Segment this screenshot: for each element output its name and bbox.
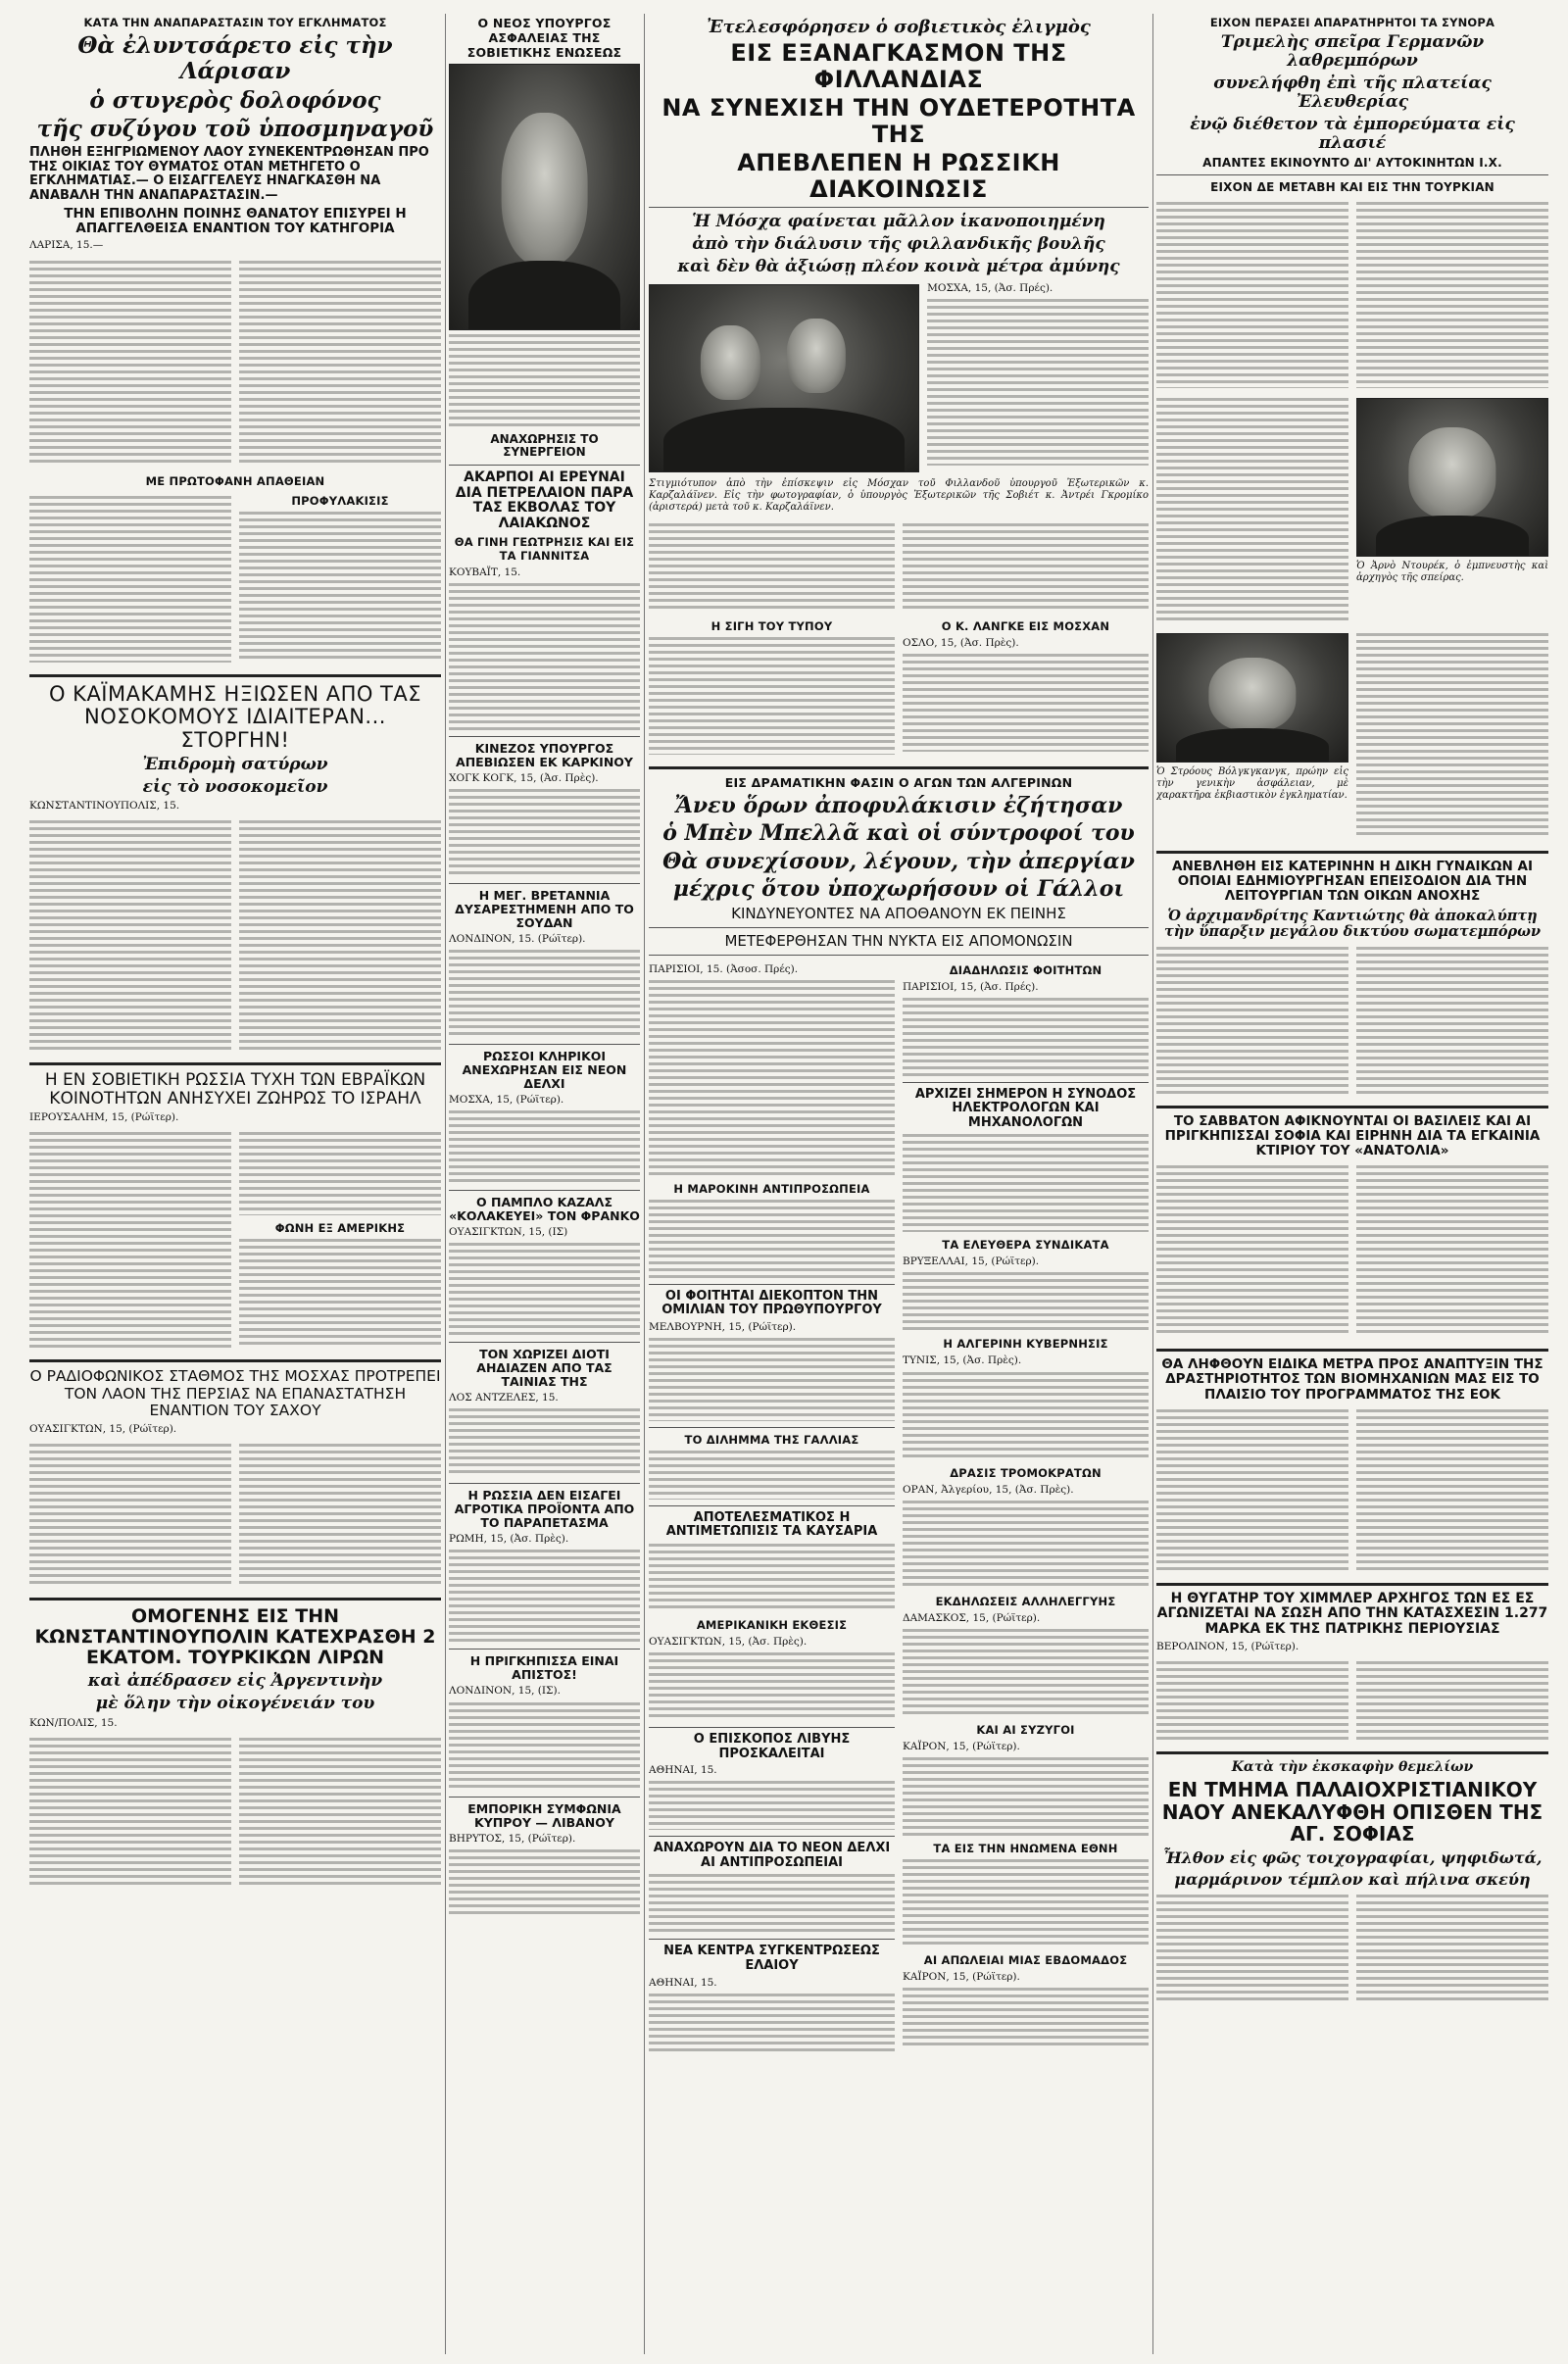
dateline: ΤΥΝΙΣ, 15, (Ἀσ. Πρὲς). bbox=[903, 1354, 1022, 1367]
headline: ΡΩΣΣΟΙ ΚΛΗΡΙΚΟΙ ΑΝΕΧΩΡΗΣΑΝ ΕΙΣ ΝΕΟΝ ΔΕΛΧΙ bbox=[462, 1048, 627, 1091]
dateline: ΟΥΑΣΙΓΚΤΩΝ, 15, (Ἀσ. Πρὲς). bbox=[649, 1636, 808, 1649]
column-rule bbox=[644, 14, 645, 2354]
dateline: ΛΑΡΙΣΑ, 15.— bbox=[29, 239, 104, 252]
body-text bbox=[903, 1501, 1149, 1589]
body-text bbox=[649, 1200, 895, 1278]
headline: Ο ΠΑΜΠΛΟ ΚΑΖΑΛΣ «ΚΟΛΑΚΕΥΕΙ» ΤΟΝ ΦΡΑΝΚΟ bbox=[449, 1195, 640, 1224]
body-text bbox=[449, 1110, 640, 1184]
dateline: ΑΘΗΝΑΙ, 15. bbox=[649, 1764, 717, 1777]
body-text bbox=[29, 1444, 231, 1586]
kicker: Κατὰ τὴν ἐκσκαφὴν θεμελίων bbox=[1231, 1758, 1474, 1775]
headline: ΤΟ ΣΑΒΒΑΤΟΝ ΑΦΙΚΝΟΥΝΤΑΙ ΟΙ ΒΑΣΙΛΕΙΣ ΚΑΙ ΑΙ ΠΡΙΓΚΗΠΙΣΣΑΙ ΣΟΦΙΑ ΚΑΙ ΕΙΡΗΝΗ ΔΙΑ ΤΑ ΕΓΚΑΙΝΙΑ ΚΤΙΡΙΟΥ ΤΟΥ «ΑΝΑΤΟΛΙΑ» bbox=[1164, 1112, 1541, 1159]
body-text bbox=[449, 334, 640, 427]
dateline: ΒΗΡΥΤΟΣ, 15, (Ρώϊτερ). bbox=[449, 1832, 576, 1845]
body-text bbox=[1356, 1895, 1548, 2002]
dateline: ΚΑΪΡΟΝ, 15, (Ρώϊτερ). bbox=[903, 1740, 1020, 1752]
minister-photo bbox=[449, 64, 640, 330]
headline: ΑΡΧΙΖΕΙ ΣΗΜΕΡΟΝ Η ΣΥΝΟΔΟΣ ΗΛΕΚΤΡΟΛΟΓΩΝ ΚΑΙ ΜΗΧΑΝΟΛΟΓΩΝ bbox=[914, 1086, 1137, 1130]
subheadline: ΚΙΝΔΥΝΕΥΟΝΤΕΣ ΝΑ ΑΠΟΘΑΝΟΥΝ ΕΚ ΠΕΙΝΗΣ bbox=[731, 905, 1066, 922]
body-text bbox=[239, 1738, 441, 1885]
headline: ΑΝΕΒΛΗΘΗ ΕΙΣ ΚΑΤΕΡΙΝΗΝ Η ΔΙΚΗ ΓΥΝΑΙΚΩΝ ΑΙ ΟΠΟΙΑΙ ΕΔΗΜΙΟΥΡΓΗΣΑΝ ΕΠΕΙΣΟΔΙΟΝ ΔΙΑ ΤΗΝ ΛΕΙΤΟΥΡΓΙΑΝ ΤΩΝ ΟΙΚΩΝ ΑΝΟΧΗΣ bbox=[1172, 859, 1533, 905]
section-heading: Η ΣΙΓΗ ΤΟΥ ΤΥΠΟΥ bbox=[710, 618, 833, 633]
body-text bbox=[449, 1849, 640, 1918]
headline: Ο ΕΠΙΣΚΟΠΟΣ ΛΙΒΥΗΣ ΠΡΟΣΚΑΛΕΙΤΑΙ bbox=[693, 1732, 851, 1761]
headline-line: Θὰ συνεχίσουν, λέγουν, τὴν ἀπεργίαν bbox=[662, 848, 1135, 874]
section-heading: ΚΑΙ ΑΙ ΣΥΖΥΓΟΙ bbox=[976, 1722, 1075, 1737]
dateline: ΜΟΣΧΑ, 15, (Ἀσ. Πρές). bbox=[927, 281, 1054, 294]
section-heading: ΜΕ ΠΡΩΤΟΦΑΝΗ ΑΠΑΘΕΙΑΝ bbox=[145, 473, 325, 488]
subheadline: Ἦλθον εἰς φῶς τοιχογραφίαι, ψηφιδωτά, bbox=[1162, 1847, 1543, 1867]
headline: Ο ΡΑΔΙΟΦΩΝΙΚΟΣ ΣΤΑΘΜΟΣ ΤΗΣ ΜΟΣΧΑΣ ΠΡΟΤΡΕΠΕΙ ΤΟΝ ΛΑΟΝ ΤΗΣ ΠΕΡΣΙΑΣ ΝΑ ΕΠΑΝΑΣΤΑΤΗΣΗ ΕΝΑΝΤΙΟΝ ΤΟΥ ΣΑΧΟΥ bbox=[29, 1367, 441, 1420]
dateline: ΟΡΑΝ, Ἀλγερίου, 15, (Ἀσ. Πρὲς). bbox=[903, 1483, 1074, 1496]
body-text bbox=[1156, 1409, 1348, 1571]
body-text bbox=[649, 1544, 895, 1612]
article-radio-moscow bbox=[29, 1368, 441, 1591]
section-heading: ΤΑ ΕΛΕΥΘΕΡΑ ΣΥΝΔΙΚΑΤΑ bbox=[942, 1238, 1109, 1253]
body-text bbox=[239, 1239, 441, 1347]
subheadline: Ὁ ἀρχιμανδρίτης Καντιώτης θὰ ἀποκαλύπτῃ τὴν ὕπαρξιν μεγάλου δικτύου σωματεμπόρων bbox=[1163, 907, 1542, 940]
dateline: ΟΥΑΣΙΓΚΤΩΝ, 15, (ΙΣ) bbox=[449, 1226, 568, 1239]
subheadline: μαρμάρινον τέμπλον καὶ πήλινα σκεύη bbox=[1174, 1869, 1531, 1889]
headline: Ο ΚΑΪΜΑΚΑΜΗΣ ΗΞΙΩΣΕΝ ΑΠΟ ΤΑΣ ΝΟΣΟΚΟΜΟΥΣ ΙΔΙΑΙΤΕΡΑΝ... ΣΤΟΡΓΗΝ! bbox=[48, 681, 422, 752]
subheadline: μὲ ὅλην τὴν οἰκογένειάν του bbox=[95, 1694, 375, 1714]
body-text bbox=[1156, 398, 1348, 623]
section-heading: ΠΡΟΦΥΛΑΚΙΣΙΣ bbox=[291, 493, 389, 508]
body-text bbox=[927, 299, 1149, 466]
kicker: Ἐτελεσφόρησεν ὁ σοβιετικὸς ἐλιγμὸς bbox=[707, 17, 1091, 37]
dateline: ΛΟΝΔΙΝΟΝ, 15, (ΙΣ). bbox=[449, 1685, 561, 1698]
dateline: ΜΕΛΒΟΥΡΝΗ, 15, (Ρώϊτερ). bbox=[649, 1320, 797, 1333]
headline-line: συνελήφθη ἐπὶ τῆς πλατείας Ἐλευθερίας bbox=[1213, 74, 1492, 113]
headline-line: ὁ στυγερὸς δολοφόνος bbox=[89, 86, 381, 114]
section-heading: ΔΙΑΔΗΛΩΣΙΣ ΦΟΙΤΗΤΩΝ bbox=[949, 962, 1102, 977]
subheadline: εἰς τὸ νοσοκομεῖον bbox=[142, 777, 328, 798]
dateline: ΠΑΡΙΣΙΟΙ, 15, (Ἀσ. Πρές). bbox=[903, 980, 1039, 993]
article-eok bbox=[1156, 1357, 1548, 1576]
body-text bbox=[1156, 1661, 1348, 1740]
article-algeria bbox=[649, 775, 1149, 956]
headline: ΕΜΠΟΡΙΚΗ ΣΥΜΦΩΝΙΑ ΚΥΠΡΟΥ — ΛΙΒΑΝΟΥ bbox=[467, 1800, 621, 1830]
body-text bbox=[239, 512, 441, 659]
body-text bbox=[903, 1134, 1149, 1232]
body-text bbox=[29, 496, 231, 663]
article-israel bbox=[29, 1071, 441, 1354]
dateline: ΟΥΑΣΙΓΚΤΩΝ, 15, (Ρώϊτερ). bbox=[29, 1422, 177, 1435]
subheadline: ΠΛΗΘΗ ΕΞΗΓΡΙΩΜΕΝΟΥ ΛΑΟΥ ΣΥΝΕΚΕΝΤΡΩΘΗΣΑΝ ΠΡΟ ΤΗΣ ΟΙΚΙΑΣ ΤΟΥ ΘΥΜΑΤΟΣ ΟΤΑΝ ΜΕΤΗΓΕΤΟ Ο ΕΓΚΛΗΜΑΤΙΑΣ.— Ο ΕΙΣΑΓΓΕΛΕΥΣ ΗΝΑΓΚΑΣΘΗ ΝΑ ΑΝΑΒΑΛΗ ΤΗΝ ΑΝΑΠΑΡΑΣΤΑΣΙΝ.— bbox=[29, 145, 429, 203]
section-heading: ΤΟ ΔΙΛΗΜΜΑ ΤΗΣ ΓΑΛΛΙΑΣ bbox=[684, 1432, 859, 1447]
body-text bbox=[1356, 1409, 1548, 1571]
column-2 bbox=[449, 14, 640, 2354]
body-text bbox=[29, 820, 231, 1051]
strous-photo bbox=[1156, 633, 1348, 763]
body-text bbox=[649, 1781, 895, 1830]
article-larisa bbox=[29, 16, 441, 668]
dateline: ΛΟΝΔΙΝΟΝ, 15. (Ρώϊτερ). bbox=[449, 932, 586, 945]
dateline: ΚΟΥΒΑΪΤ, 15. bbox=[449, 566, 521, 578]
photo-kicker: Ο ΝΕΟΣ ΥΠΟΥΡΓΟΣ ΑΣΦΑΛΕΙΑΣ ΤΗΣ ΣΟΒΙΕΤΙΚΗΣ ΕΝΩΣΕΩΣ bbox=[466, 16, 622, 60]
body-text bbox=[649, 1874, 895, 1933]
body-text bbox=[239, 1132, 441, 1215]
headline: ΑΝΑΧΩΡΟΥΝ ΔΙΑ ΤΟ ΝΕΟΝ ΔΕΛΧΙ ΑΙ ΑΝΤΙΠΡΟΣΩΠΕΙΑΙ bbox=[653, 1841, 891, 1870]
body-text bbox=[903, 1629, 1149, 1717]
section-heading: Η ΜΑΡΟΚΙΝΗ ΑΝΤΙΠΡΟΣΩΠΕΙΑ bbox=[673, 1181, 870, 1196]
subheadline: Ἐπιδρομὴ σατύρων bbox=[142, 755, 328, 775]
photo-caption: Στιγμιότυπον ἀπὸ τὴν ἐπίσκεψιν εἰς Μόσχαν τοῦ Φιλλανδοῦ ὑπουργοῦ Ἐξωτερικῶν κ. Καρζαλάϊνεν. Εἰς τὴν φωτογραφίαν, ὁ ὑπουργὸς Ἐξωτερικῶν τῆς Σοβιέτ κ. Ἀντρέι Γκρομίκο (ἀριστερά) μετὰ τοῦ κ. Καρζαλάϊνεν. bbox=[649, 477, 1149, 513]
subheadline: ἀπὸ τὴν διάλυσιν τῆς φιλλανδικῆς βουλῆς bbox=[692, 234, 1105, 255]
section-heading: Ο Κ. ΛΑΝΓΚΕ ΕΙΣ ΜΟΣΧΑΝ bbox=[941, 618, 1110, 633]
subheadline: καὶ ἀπέδρασεν εἰς Ἀργεντινὴν bbox=[87, 1671, 383, 1692]
photo-caption: Ὁ Στρόους Βόλγκγκανγκ, πρώην εἰς τὴν γενικὴν ἀσφάλειαν, μὲ χαρακτῆρα ἐκβιαστικὸν ἐγκληματίαν. bbox=[1156, 766, 1348, 802]
article-agia-sofia bbox=[1156, 1760, 1548, 2009]
headline: Η ΜΕΓ. ΒΡΕΤΑΝΝΙΑ ΔΥΣΑΡΕΣΤΗΜΕΝΗ ΑΠΟ ΤΟ ΣΟΥΔΑΝ bbox=[455, 887, 634, 930]
body-text bbox=[1156, 947, 1348, 1094]
column-3 bbox=[649, 14, 1149, 2354]
kicker: ΚΑΤΑ ΤΗΝ ΑΝΑΠΑΡΑΣΤΑΣΙΝ ΤΟΥ ΕΓΚΛΗΜΑΤΟΣ bbox=[83, 16, 387, 29]
body-text bbox=[1356, 1661, 1548, 1740]
headline-line: ἐνῷ διέθετον τὰ ἐμπορεύματα εἰς πλασιέ bbox=[1190, 115, 1515, 154]
body-text bbox=[449, 1408, 640, 1477]
body-text bbox=[29, 1132, 231, 1348]
body-text bbox=[449, 1702, 640, 1791]
body-text bbox=[903, 523, 1149, 612]
body-text bbox=[449, 583, 640, 730]
body-text bbox=[1356, 947, 1548, 1094]
headline-line: μέχρις ὅτου ὑποχωρήσουν οἱ Γάλλοι bbox=[672, 876, 1125, 903]
moscow-visit-photo bbox=[649, 284, 919, 472]
kicker: ΕΙΣ ΔΡΑΜΑΤΙΚΗΝ ΦΑΣΙΝ Ο ΑΓΩΝ ΤΩΝ ΑΛΓΕΡΙΝΩΝ bbox=[724, 774, 1073, 790]
section-heading: ΔΡΑΣΙΣ ΤΡΟΜΟΚΡΑΤΩΝ bbox=[950, 1465, 1102, 1480]
kicker: ΕΙΧΟΝ ΠΕΡΑΣΕΙ ΑΠΑΡΑΤΗΡΗΤΟΙ ΤΑ ΣΥΝΟΡΑ bbox=[1209, 16, 1495, 29]
column-3-lower bbox=[649, 961, 1149, 2058]
dateline: ΜΟΣΧΑ, 15, (Ρώϊτερ). bbox=[449, 1093, 564, 1106]
subheadline: ΤΗΝ ΕΠΙΒΟΛΗΝ ΠΟΙΝΗΣ ΘΑΝΑΤΟΥ ΕΠΙΣΥΡΕΙ Η ΑΠΑΓΓΕΛΘΕΙΣΑ ΕΝΑΝΤΙΟΝ ΤΟΥ ΚΑΤΗΓΟΡΙΑ bbox=[64, 206, 407, 237]
body-text bbox=[649, 637, 895, 755]
headline: ΑΠΟΤΕΛΕΣΜΑΤΙΚΟΣ Η ΑΝΤΙΜΕΤΩΠΙΣΙΣ ΤΑ ΚΑΥΣΑΡΙΑ bbox=[665, 1509, 878, 1540]
body-text bbox=[903, 1757, 1149, 1836]
subheadline: Ἡ Μόσχα φαίνεται μᾶλλον ἱκανοποιημένη bbox=[692, 212, 1105, 232]
headline: Η ΠΡΙΓΚΗΠΙΣΣΑ ΕΙΝΑΙ ΑΠΙΣΤΟΣ! bbox=[469, 1653, 619, 1683]
body-text bbox=[239, 1444, 441, 1586]
headline-line: Ἄνευ ὅρων ἀποφυλάκισιν ἐζήτησαν bbox=[674, 792, 1123, 818]
durek-photo bbox=[1356, 398, 1548, 557]
headline-line: Θὰ ἐλυντσάρετο εἰς τὴν Λάρισαν bbox=[77, 32, 393, 84]
section-heading: ΑΜΕΡΙΚΑΝΙΚΗ ΕΚΘΕΣΙΣ bbox=[696, 1618, 848, 1633]
body-text bbox=[449, 1550, 640, 1643]
subheadline: ΜΕΤΕΦΕΡΘΗΣΑΝ ΤΗΝ ΝΥΚΤΑ ΕΙΣ ΑΠΟΜΟΝΩΣΙΝ bbox=[724, 931, 1073, 950]
body-text bbox=[649, 1451, 895, 1500]
body-text bbox=[1356, 1165, 1548, 1337]
column-1 bbox=[29, 14, 441, 2354]
body-text bbox=[1356, 633, 1548, 839]
body-text bbox=[449, 1243, 640, 1336]
body-text bbox=[239, 261, 441, 467]
dateline: ΒΡΥΞΕΛΛΑΙ, 15, (Ρώϊτερ). bbox=[903, 1256, 1040, 1268]
subheadline: ΕΙΧΟΝ ΔΕ ΜΕΤΑΒΗ ΚΑΙ ΕΙΣ ΤΗΝ ΤΟΥΡΚΙΑΝ bbox=[1210, 180, 1494, 195]
dateline: ΠΑΡΙΣΙΟΙ, 15. (Ἀσοσ. Πρές). bbox=[649, 962, 799, 975]
body-text bbox=[903, 1859, 1149, 1947]
dateline: ΡΩΜΗ, 15, (Ἀσ. Πρὲς). bbox=[449, 1533, 569, 1546]
headline-line: Τριμελὴς σπεῖρα Γερμανῶν λαθρεμπόρων bbox=[1220, 32, 1485, 72]
body-text bbox=[449, 950, 640, 1038]
headline: ΤΟΝ ΧΩΡΙΖΕΙ ΔΙΟΤΙ ΑΗΔΙΑΖΕΝ ΑΠΟ ΤΑΣ ΤΑΙΝΙΑΣ ΤΗΣ bbox=[476, 1347, 612, 1390]
dateline: ΧΟΓΚ ΚΟΓΚ, 15, (Ἀσ. Πρὲς). bbox=[449, 771, 599, 784]
headline: Η ΡΩΣΣΙΑ ΔΕΝ ΕΙΣΑΓΕΙ ΑΓΡΟΤΙΚΑ ΠΡΟΪΟΝΤΑ ΑΠΟ ΤΟ ΠΑΡΑΠΕΤΑΣΜΑ bbox=[454, 1488, 635, 1531]
dateline: ΚΑΪΡΟΝ, 15, (Ρώϊτερ). bbox=[903, 1970, 1020, 1983]
headline: ΚΙΝΕΖΟΣ ΥΠΟΥΡΓΟΣ ΑΠΕΒΙΩΣΕΝ ΕΚ ΚΑΡΚΙΝΟΥ bbox=[456, 740, 633, 769]
body-text bbox=[1156, 1895, 1348, 2002]
section-heading: Η ΑΛΓΕΡΙΝΗ ΚΥΒΕΡΝΗΣΙΣ bbox=[943, 1337, 1108, 1352]
headline: ΕΝ ΤΜΗΜΑ ΠΑΛΑΙΟΧΡΙΣΤΙΑΝΙΚΟΥ ΝΑΟΥ ΑΝΕΚΑΛΥΦΘΗ ΟΠΙΣΘΕΝ ΤΗΣ ΑΓ. ΣΟΦΙΑΣ bbox=[1161, 1778, 1544, 1847]
body-text bbox=[903, 1272, 1149, 1331]
dateline: ΔΑΜΑΣΚΟΣ, 15, (Ρώϊτερ). bbox=[903, 1611, 1041, 1624]
body-text bbox=[649, 1652, 895, 1721]
headline-line: ΝΑ ΣΥΝΕΧΙΣΗ ΤΗΝ ΟΥΔΕΤΕΡΟΤΗΤΑ ΤΗΣ bbox=[662, 93, 1136, 148]
body-text bbox=[1156, 1165, 1348, 1337]
dateline: ΚΩΝ/ΠΟΛΙΣ, 15. bbox=[29, 1716, 118, 1729]
body-text bbox=[449, 789, 640, 877]
article-kaimakamis bbox=[29, 683, 441, 1058]
body-text bbox=[1156, 202, 1348, 388]
dateline: ΒΕΡΟΛΙΝΟΝ, 15, (Ρώϊτερ). bbox=[1156, 1640, 1299, 1652]
column-4 bbox=[1156, 14, 1548, 2354]
headline-line: τῆς συζύγου τοῦ ὑποσμηναγοῦ bbox=[36, 116, 434, 143]
body-text bbox=[29, 261, 231, 467]
article-omogenis bbox=[29, 1606, 441, 1891]
body-text bbox=[903, 1372, 1149, 1460]
body-text bbox=[903, 1988, 1149, 2046]
headline: ΘΑ ΛΗΦΘΟΥΝ ΕΙΔΙΚΑ ΜΕΤΡΑ ΠΡΟΣ ΑΝΑΠΤΥΞΙΝ ΤΗΣ ΔΡΑΣΤΗΡΙΟΤΗΤΟΣ ΤΩΝ ΒΙΟΜΗΧΑΝΙΩΝ ΜΑΣ ΕΙΣ ΤΟ ΠΛΑΙΣΙΟ ΤΟΥ ΠΡΟΓΡΑΜΜΑΤΟΣ ΤΗΣ ΕΟΚ bbox=[1161, 1356, 1544, 1403]
body-text bbox=[903, 654, 1149, 752]
headline: ΝΕΑ ΚΕΝΤΡΑ ΣΥΓΚΕΝΤΡΩΣΕΩΣ ΕΛΑΙΟΥ bbox=[663, 1944, 880, 1974]
headline: Η ΕΝ ΣΟΒΙΕΤΙΚΗ ΡΩΣΣΙΑ ΤΥΧΗ ΤΩΝ ΕΒΡΑΪΚΩΝ ΚΟΙΝΟΤΗΤΩΝ ΑΝΗΣΥΧΕΙ ΖΩΗΡΩΣ ΤΟ ΙΣΡΑΗΛ bbox=[44, 1070, 426, 1109]
section-heading: ΦΩΝΗ ΕΞ ΑΜΕΡΙΚΗΣ bbox=[274, 1221, 406, 1236]
section-heading: ΑΙ ΑΠΩΛΕΙΑΙ ΜΙΑΣ ΕΒΔΟΜΑΔΟΣ bbox=[923, 1952, 1128, 1967]
subheadline: καὶ δὲν θὰ ἀξιώσῃ πλέον κοινὰ μέτρα ἀμύνης bbox=[677, 257, 1120, 277]
body-text bbox=[903, 998, 1149, 1076]
column-rule bbox=[445, 14, 446, 2354]
headline: ΑΚΑΡΠΟΙ ΑΙ ΕΡΕΥΝΑΙ ΔΙΑ ΠΕΤΡΕΛΑΙΟΝ ΠΑΡΑ ΤΑΣ ΕΚΒΟΛΑΣ ΤΟΥ ΛΑΙΑΚΩΝΟΣ bbox=[455, 468, 634, 531]
headline: ΟΜΟΓΕΝΗΣ ΕΙΣ ΤΗΝ ΚΩΝΣΤΑΝΤΙΝΟΥΠΟΛΙΝ ΚΑΤΕΧΡΑΣΘΗ 2 ΕΚΑΤΟΜ. ΤΟΥΡΚΙΚΩΝ ΛΙΡΩΝ bbox=[34, 1604, 436, 1669]
headline: Η ΘΥΓΑΤΗΡ ΤΟΥ ΧΙΜΜΛΕΡ ΑΡΧΗΓΟΣ ΤΩΝ ΕΣ ΕΣ ΑΓΩΝΙΖΕΤΑΙ ΝΑ ΣΩΣΗ ΑΠΟ ΤΗΝ ΚΑΤΑΣΧΕΣΙΝ 1.277 ΜΑΡΚΑ ΕΚ ΤΗΣ ΠΑΤΡΙΚΗΣ ΠΕΡΙΟΥΣΙΑΣ bbox=[1156, 1590, 1548, 1637]
photo-caption: Ὁ Ἀρνὸ Ντουρέκ, ὁ ἐμπνευστὴς καὶ ἀρχηγὸς τῆς σπείρας. bbox=[1356, 561, 1548, 584]
headline-line: ὁ Μπὲν Μπελλᾶ καὶ οἱ σύντροφοί του bbox=[662, 820, 1135, 847]
section-heading: ΕΚΔΗΛΩΣΕΙΣ ΑΛΛΗΛΕΓΓΥΗΣ bbox=[935, 1594, 1116, 1608]
article-katerini bbox=[1156, 860, 1548, 1100]
dateline: ΟΣΛΟ, 15, (Ἀσ. Πρὲς). bbox=[903, 636, 1019, 649]
body-text bbox=[649, 980, 895, 1176]
article-himmler bbox=[1156, 1592, 1548, 1746]
body-text bbox=[1356, 202, 1548, 388]
dateline: ΙΕΡΟΥΣΑΛΗΜ, 15, (Ρώϊτερ). bbox=[29, 1111, 179, 1124]
dateline: ΚΩΝΣΤΑΝΤΙΝΟΥΠΟΛΙΣ, 15. bbox=[29, 800, 180, 813]
article-smugglers bbox=[1156, 16, 1548, 845]
dateline: ΛΟΣ ΑΝΤΖΕΛΕΣ, 15. bbox=[449, 1392, 559, 1404]
body-text bbox=[649, 1994, 895, 2052]
column-rule bbox=[1152, 14, 1153, 2354]
headline: ΑΝΑΧΩΡΗΣΙΣ ΤΟ ΣΥΝΕΡΓΕΙΟΝ bbox=[490, 432, 599, 460]
headline-line: ΕΙΣ ΕΞΑΝΑΓΚΑΣΜΟΝ ΤΗΣ ΦΙΛΛΑΝΔΙΑΣ bbox=[730, 39, 1067, 94]
headline: ΟΙ ΦΟΙΤΗΤΑΙ ΔΙΕΚΟΠΤΟΝ ΤΗΝ ΟΜΙΛΙΑΝ ΤΟΥ ΠΡΩΘΥΠΟΥΡΓΟΥ bbox=[662, 1288, 882, 1318]
body-text bbox=[649, 523, 895, 612]
body-text bbox=[649, 1338, 895, 1421]
body-text bbox=[239, 820, 441, 1051]
article-royals bbox=[1156, 1114, 1548, 1343]
section-heading: ΤΑ ΕΙΣ ΤΗΝ ΗΝΩΜΕΝΑ ΕΘΝΗ bbox=[933, 1841, 1118, 1855]
subheadline: ΘΑ ΓΙΝΗ ΓΕΩΤΡΗΣΙΣ ΚΑΙ ΕΙΣ ΤΑ ΓΙΑΝΝΙΤΣΑ bbox=[454, 534, 635, 563]
body-text bbox=[29, 1738, 231, 1885]
subheadline: ΑΠΑΝΤΕΣ ΕΚΙΝΟΥΝΤΟ ΔΙ' ΑΥΤΟΚΙΝΗΤΩΝ Ι.Χ. bbox=[1202, 156, 1502, 171]
dateline: ΑΘΗΝΑΙ, 15. bbox=[649, 1976, 717, 1989]
headline-line: ΑΠΕΒΛΕΠΕΝ Η ΡΩΣΣΙΚΗ ΔΙΑΚΟΙΝΩΣΙΣ bbox=[737, 148, 1060, 203]
article-finland bbox=[649, 18, 1149, 761]
